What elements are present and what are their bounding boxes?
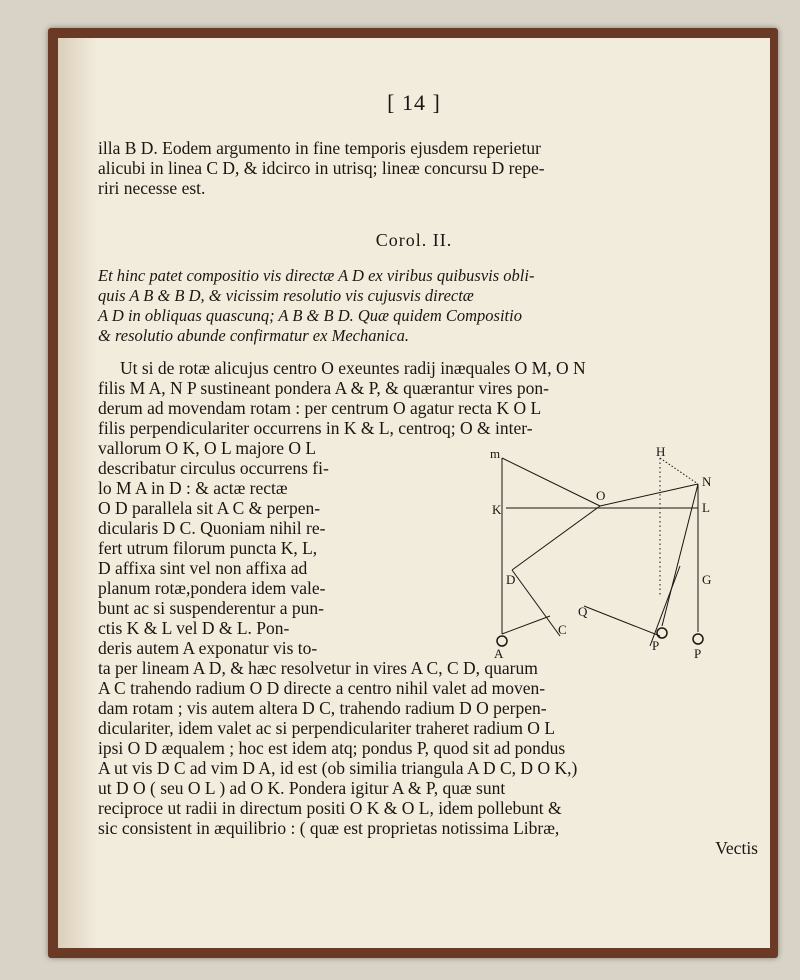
label-p: P <box>694 646 702 661</box>
text-line: Et hinc patet compositio vis directæ A D ex viribus quibusvis obli- <box>98 266 535 285</box>
line-a-c <box>502 616 550 634</box>
text-line: lo M A in D : & actæ rectæ <box>98 478 288 498</box>
text-line: ctis K & L vel D & L. Pon- <box>98 618 290 638</box>
weight-a <box>497 636 507 646</box>
weight-pprime <box>657 628 667 638</box>
text-line: O D parallela sit A C & perpen- <box>98 498 321 518</box>
text-line: planum rotæ,pondera idem vale- <box>98 578 326 598</box>
label-a: A <box>494 646 504 661</box>
line-m-o <box>502 458 600 506</box>
line-d-c <box>512 570 560 636</box>
text-line: quis A B & B D, & vicissim resolutio vis cujusvis directæ <box>98 286 474 305</box>
text-line: bunt ac si suspenderentur a pun- <box>98 598 324 618</box>
text-line: illa B D. Eodem argumento in fine temporis ejusdem reperietur <box>98 138 541 158</box>
lever-wheel-figure <box>490 446 740 661</box>
page-number: [ 14 ] <box>387 90 441 115</box>
corollary-title: Corol. II. <box>375 230 453 250</box>
label-c: C <box>558 622 567 637</box>
line-o-d <box>512 506 600 570</box>
text-line: A D in obliquas quascunq; A B & B D. Quæ quidem Compositio <box>98 306 522 325</box>
weight-p <box>693 634 703 644</box>
catchword: Vectis <box>715 838 758 858</box>
label-o: O <box>596 488 606 503</box>
text-line: ipsi O D æqualem ; hoc est idem atq; pondus P, quod sit ad pondus <box>98 738 566 758</box>
line-q <box>584 606 660 636</box>
text-line: & resolutio abunde confirmatur ex Mechanica. <box>98 326 409 345</box>
text-line: vallorum O K, O L majore O L <box>98 438 317 458</box>
text-line: ta per lineam A D, & hæc resolvetur in vires A C, C D, quarum <box>98 658 538 678</box>
text-line: dam rotam ; vis autem altera D C, trahendo radium D O perpen- <box>98 698 547 718</box>
text-line: Ut si de rotæ alicujus centro O exeuntes radij inæquales O M, O N <box>120 358 586 378</box>
text-line: dicularis D C. Quoniam nihil re- <box>98 518 326 538</box>
text-line: filis perpendiculariter occurrens in K & L, centroq; O & inter- <box>98 418 533 438</box>
text-line: fert utrum filorum puncta K, L, <box>98 538 318 558</box>
text-line: filis M A, N P sustineant pondera A & P, & quærantur vires pon- <box>98 378 549 398</box>
label-n: N <box>702 474 712 489</box>
text-line: alicubi in linea C D, & idcirco in utrisq; lineæ concursu D repe- <box>98 158 545 178</box>
label-k: K <box>492 502 502 517</box>
label-l: L <box>702 500 710 515</box>
text-line: A C trahendo radium O D directe a centro nihil valet ad moven- <box>98 678 546 698</box>
label-pprime: P <box>652 638 660 653</box>
line-h-n <box>660 458 698 484</box>
text-line: riri necesse est. <box>98 178 206 198</box>
text-line: describatur circulus occurrens fi- <box>98 458 329 478</box>
text-line: A ut vis D C ad vim D A, id est (ob similia triangula A D C, D O K,) <box>98 758 578 778</box>
text-line: reciproce ut radii in directum positi O K & O L, idem pollebunt & <box>98 798 562 818</box>
gutter-shadow <box>58 38 98 948</box>
text-line: ut D O ( seu O L ) ad O K. Pondera igitur A & P, quæ sunt <box>98 778 506 798</box>
label-q: Q <box>578 604 588 619</box>
book-page <box>58 38 770 948</box>
label-m: m <box>490 446 501 461</box>
text-line: deris autem A exponatur vis to- <box>98 638 318 658</box>
label-h: H <box>656 446 666 459</box>
text-line: derum ad movendam rotam : per centrum O agatur recta K O L <box>98 398 542 418</box>
text-line: diculariter, idem valet ac si perpendiculariter traheret radium O L <box>98 718 556 738</box>
label-g: G <box>702 572 712 587</box>
line-n-pprime <box>662 484 698 626</box>
line-o-n <box>600 484 698 506</box>
text-line: sic consistent in æquilibrio : ( quæ est proprietas notissima Libræ, <box>98 818 560 838</box>
label-d: D <box>506 572 516 587</box>
text-line: D affixa sint vel non affixa ad <box>98 558 308 578</box>
